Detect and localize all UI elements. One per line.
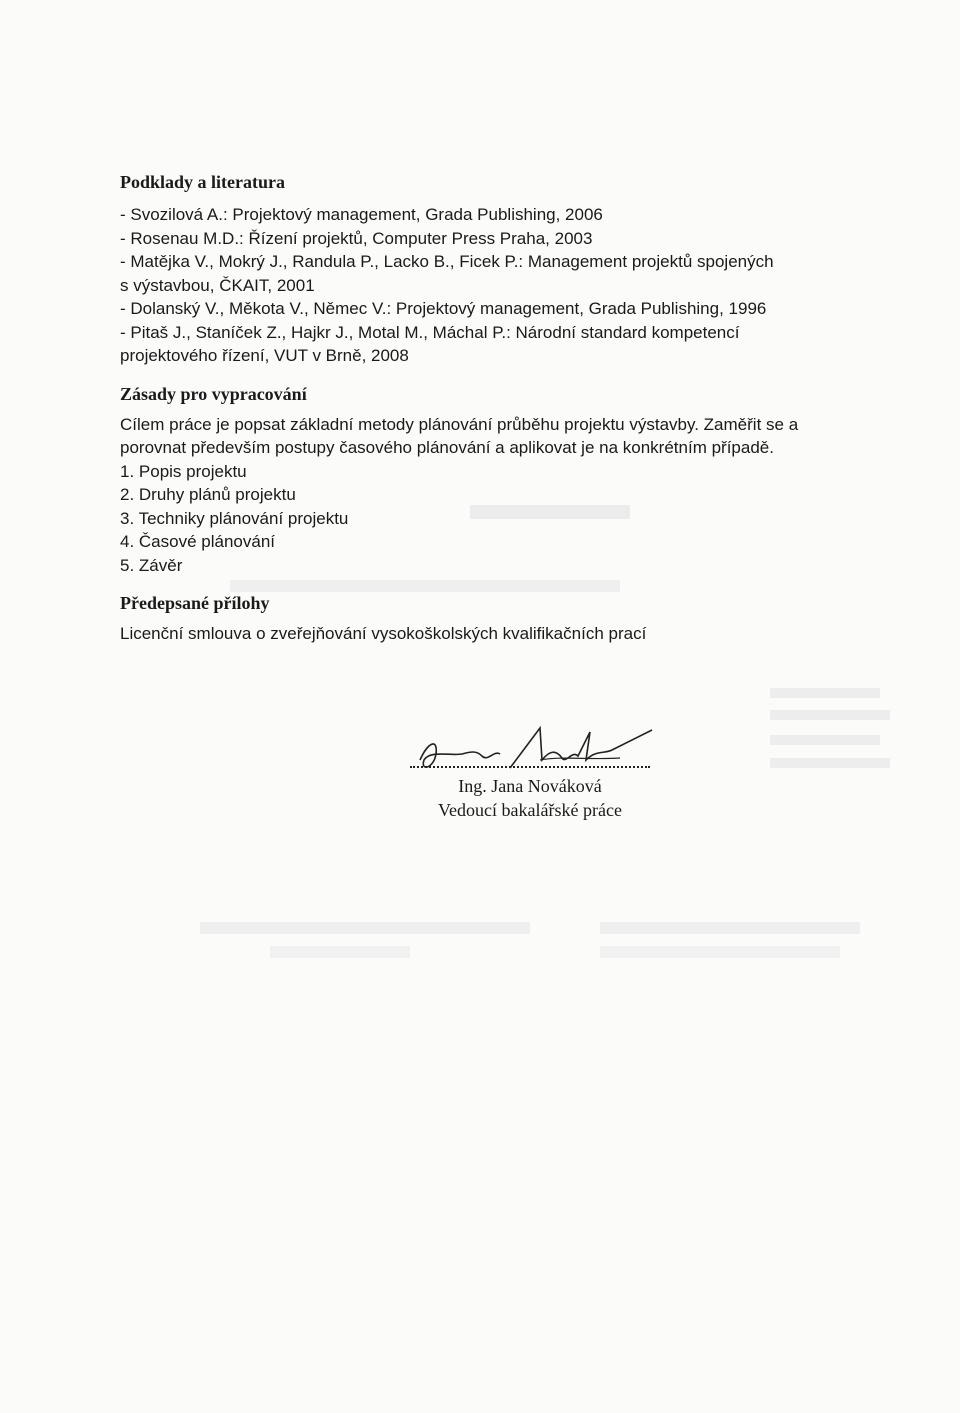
principles-heading: Zásady pro vypracování xyxy=(120,383,307,404)
principles-line: 4. Časové plánování xyxy=(120,532,275,551)
attachments-heading: Předepsané přílohy xyxy=(120,593,270,613)
literature-section xyxy=(120,172,880,368)
literature-line: - Matějka V., Mokrý J., Randula P., Lacko B., Ficek P.: Management projektů spojených xyxy=(120,252,774,271)
principles-line: 3. Techniky plánování projektu xyxy=(120,508,349,528)
literature-line: - Pitaš J., Staníček Z., Hajkr J., Motal M., Máchal P.: Národní standard kompetencí xyxy=(120,322,740,342)
principles-line: 5. Závěr xyxy=(120,555,183,575)
principles-section xyxy=(120,384,880,578)
literature-line: projektového řízení, VUT v Brně, 2008 xyxy=(120,346,409,365)
attachments-section xyxy=(120,593,880,646)
signatory-role: Vedoucí bakalářské práce xyxy=(438,800,622,820)
literature-line: - Dolanský V., Měkota V., Němec V.: Projektový management, Grada Publishing, 1996 xyxy=(120,299,767,318)
literature-line: - Rosenau M.D.: Řízení projektů, Computer Press Praha, 2003 xyxy=(120,228,593,248)
principles-line: porovnat především postupy časového plánování a aplikovat je na konkrétním případě. xyxy=(120,438,774,457)
content-area xyxy=(120,172,880,660)
bleed-through-decoration xyxy=(180,910,860,970)
principles-line: Cílem práce je popsat základní metody plánování průběhu projektu výstavby. Zaměřit se a xyxy=(120,414,799,434)
signature-line xyxy=(410,766,650,768)
signature-block xyxy=(380,720,680,822)
principles-line: 2. Druhy plánů projektu xyxy=(120,485,296,504)
handwritten-signature xyxy=(390,720,670,780)
bleed-through-decoration xyxy=(760,680,900,790)
literature-line: s výstavbou, ČKAIT, 2001 xyxy=(120,275,315,295)
attachments-line: Licenční smlouva o zveřejňování vysokoškolských kvalifikačních prací xyxy=(120,624,647,643)
literature-heading: Podklady a literatura xyxy=(120,172,285,192)
literature-line: - Svozilová A.: Projektový management, Grada Publishing, 2006 xyxy=(120,205,603,224)
signatory-name: Ing. Jana Nováková xyxy=(458,776,602,796)
principles-line: 1. Popis projektu xyxy=(120,461,247,481)
